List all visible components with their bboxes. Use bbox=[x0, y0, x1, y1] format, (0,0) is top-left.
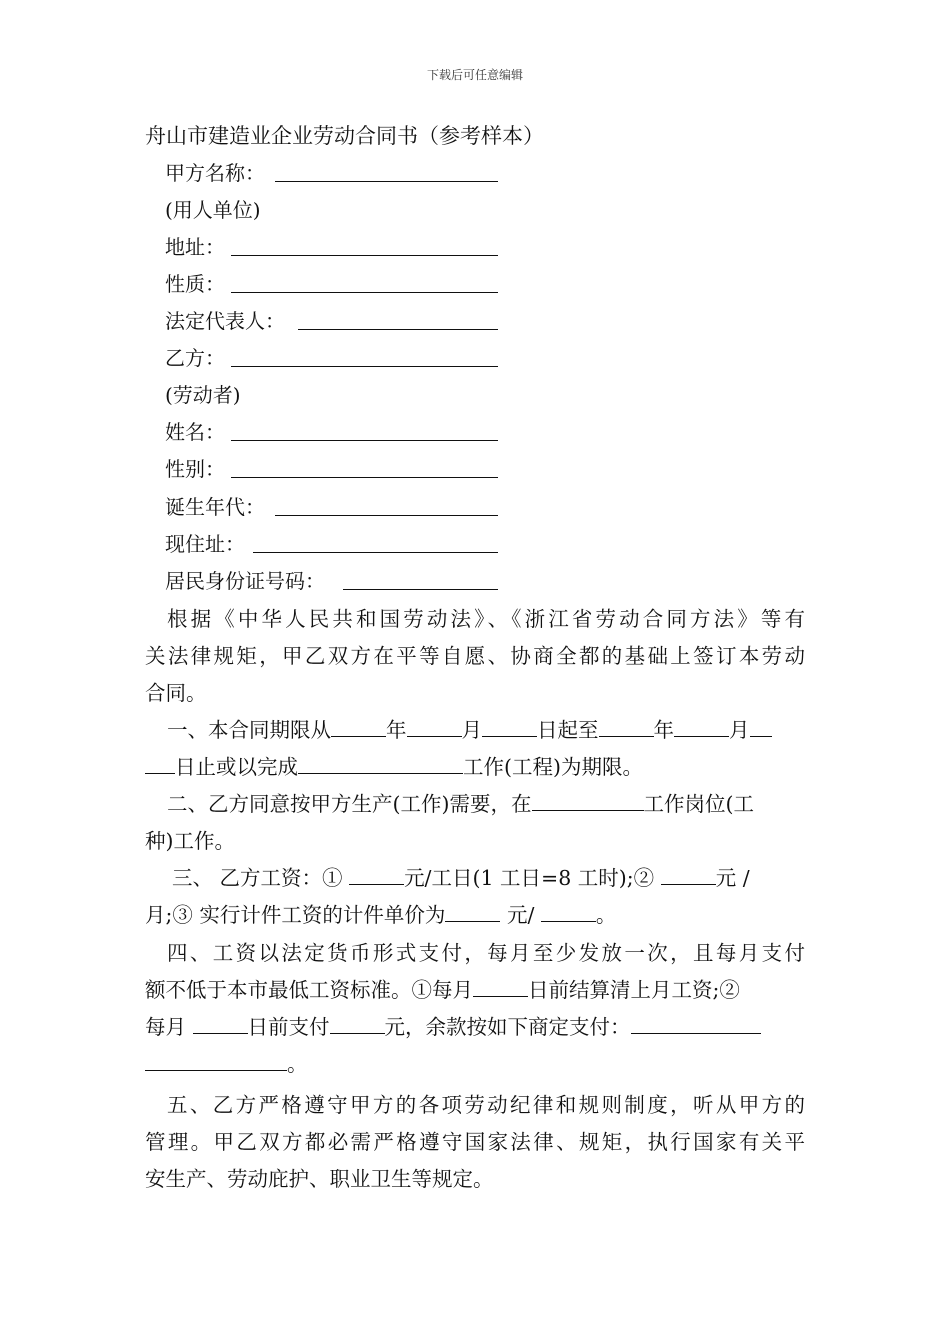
field-label: 法定代表人： bbox=[165, 309, 285, 333]
field-label: 甲方名称： bbox=[165, 161, 265, 185]
blank-line[interactable] bbox=[331, 714, 386, 737]
field-label: (劳动者) bbox=[165, 383, 241, 407]
text-line bbox=[145, 972, 805, 1009]
field-address bbox=[165, 231, 225, 263]
blank-line[interactable] bbox=[231, 366, 498, 367]
clause-text: 月 bbox=[461, 718, 482, 742]
text-line bbox=[145, 749, 805, 786]
clause-text: 。 bbox=[287, 1052, 308, 1076]
text-line bbox=[145, 1009, 805, 1046]
text-line: 种)工作。 bbox=[145, 829, 235, 853]
blank-line[interactable] bbox=[674, 714, 729, 737]
text-line: 四、工资以法定货币形式支付，每月至少发放一次，且每月支付 bbox=[167, 941, 805, 965]
field-label: (用人单位) bbox=[165, 198, 261, 222]
blank-line[interactable] bbox=[631, 1011, 761, 1034]
blank-line[interactable] bbox=[231, 477, 498, 478]
text-line: 管理。甲乙双方都必需严格遵守国家法律、规矩，执行国家有关平 bbox=[145, 1130, 805, 1154]
clause-text: 工作(工程)为期限。 bbox=[463, 755, 643, 779]
clause-text: 元/ bbox=[506, 903, 535, 927]
clause-1 bbox=[145, 712, 805, 786]
blank-line[interactable] bbox=[253, 552, 498, 553]
clause-text: 。 bbox=[595, 903, 617, 927]
field-label: 地址： bbox=[165, 235, 225, 259]
intro-paragraph bbox=[145, 601, 805, 712]
clause-text: 额不低于本市最低工资标准。①每月 bbox=[145, 978, 473, 1002]
blank-line[interactable] bbox=[145, 1048, 287, 1071]
blank-line[interactable] bbox=[445, 899, 500, 922]
clause-text: 三、 乙方工资：① bbox=[172, 866, 343, 890]
blank-line[interactable] bbox=[661, 862, 716, 885]
blank-line[interactable] bbox=[145, 751, 175, 774]
text-line: 安生产、劳动庇护、职业卫生等规定。 bbox=[145, 1167, 494, 1191]
clause-text: 二、乙方同意按甲方生产(工作)需要，在 bbox=[167, 792, 532, 816]
field-label: 乙方： bbox=[165, 346, 225, 370]
blank-line[interactable] bbox=[231, 292, 498, 293]
blank-line[interactable] bbox=[541, 899, 596, 922]
clause-text: 工作岗位(工 bbox=[643, 792, 754, 816]
clause-text: 日起至 bbox=[537, 718, 599, 742]
clause-text: 元，余款按如下商定支付： bbox=[384, 1015, 631, 1039]
clause-text: 日前支付 bbox=[247, 1015, 330, 1039]
field-label: 性质： bbox=[165, 272, 225, 296]
field-label: 现住址： bbox=[165, 532, 245, 556]
field-birth bbox=[165, 491, 265, 523]
field-label: 居民身份证号码： bbox=[165, 569, 325, 593]
blank-line[interactable] bbox=[298, 329, 498, 330]
blank-line[interactable] bbox=[343, 589, 498, 590]
text-line: 合同。 bbox=[145, 681, 207, 705]
clause-text: 一、本合同期限从 bbox=[167, 718, 331, 742]
field-legal-rep bbox=[165, 305, 285, 337]
clause-4 bbox=[145, 935, 805, 1083]
text-line: 根据《中华人民共和国劳动法》、《浙江省劳动合同方法》等有 bbox=[167, 607, 805, 631]
text-line: 关法律规矩，甲乙双方在平等自愿、协商全都的基础上签订本劳动 bbox=[145, 644, 805, 668]
field-residence bbox=[165, 528, 245, 560]
text-line: 五、乙方严格遵守甲方的各项劳动纪律和规则制度，听从甲方的 bbox=[167, 1093, 805, 1117]
clause-text: 年 bbox=[386, 718, 407, 742]
clause-text: 元 / bbox=[715, 866, 750, 890]
blank-line[interactable] bbox=[330, 1011, 385, 1034]
header-note: 下载后可任意编辑 bbox=[426, 68, 523, 82]
field-name bbox=[165, 416, 225, 448]
blank-line[interactable] bbox=[473, 974, 528, 997]
blank-line[interactable] bbox=[275, 181, 498, 182]
blank-line[interactable] bbox=[482, 714, 537, 737]
clause-text: 日止或以完成 bbox=[175, 755, 298, 779]
blank-line[interactable] bbox=[231, 440, 498, 441]
clause-text: 月 bbox=[729, 718, 750, 742]
blank-line[interactable] bbox=[275, 515, 498, 516]
blank-line[interactable] bbox=[349, 862, 404, 885]
clause-5 bbox=[145, 1087, 805, 1198]
document-title: 舟山市建造业企业劳动合同书（参考样本） bbox=[145, 124, 544, 148]
blank-line[interactable] bbox=[407, 714, 462, 737]
blank-line[interactable] bbox=[532, 788, 644, 811]
field-worker-note bbox=[165, 379, 241, 411]
blank-line[interactable] bbox=[193, 1011, 248, 1034]
text-line bbox=[145, 897, 805, 934]
clause-text: 元/工日(1 工日=8 工时);② bbox=[404, 866, 655, 890]
clause-text: 每月 bbox=[145, 1015, 186, 1039]
blank-line[interactable] bbox=[298, 751, 463, 774]
field-gender bbox=[165, 453, 225, 485]
field-label: 姓名： bbox=[165, 420, 225, 444]
blank-line[interactable] bbox=[599, 714, 654, 737]
blank-line[interactable] bbox=[231, 255, 498, 256]
field-employer-note bbox=[165, 194, 261, 226]
field-id-number bbox=[165, 565, 325, 597]
field-label: 诞生年代： bbox=[165, 495, 265, 519]
text-line bbox=[145, 860, 805, 897]
text-line bbox=[145, 786, 805, 823]
clause-text: 月;③ 实行计件工资的计件单价为 bbox=[145, 903, 446, 927]
clause-text: 年 bbox=[653, 718, 674, 742]
blank-line[interactable] bbox=[750, 714, 772, 737]
field-party-a-name bbox=[165, 157, 265, 189]
field-party-b bbox=[165, 342, 225, 374]
text-line bbox=[145, 1046, 805, 1083]
field-nature bbox=[165, 268, 225, 300]
clause-3 bbox=[145, 860, 805, 934]
clause-text: 日前结算清上月工资;② bbox=[528, 978, 740, 1002]
text-line bbox=[145, 712, 805, 749]
field-label: 性别： bbox=[165, 457, 225, 481]
clause-2 bbox=[145, 786, 805, 860]
